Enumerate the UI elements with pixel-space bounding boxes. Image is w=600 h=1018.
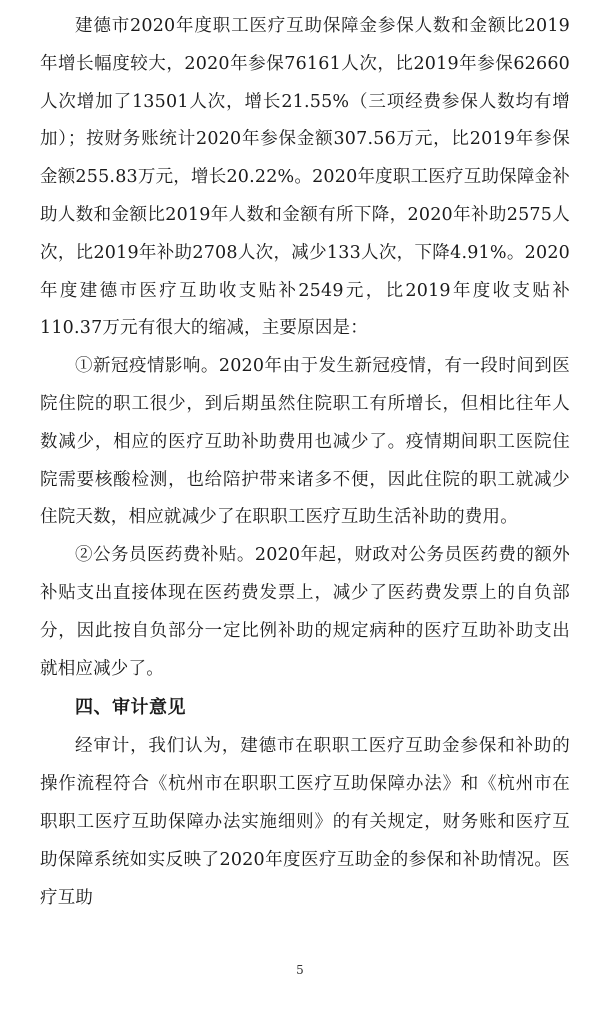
paragraph-statistics: 建德市2020年度职工医疗互助保障金参保人数和金额比2019年增长幅度较大，2020年参保76161人次，比2019年参保62660人次增加了13501人次，增长21.55%（三项经费参保人数均有增加）；按财务账统计2020年参保金额307.56万元，比2019年参保金额255.83万元，增长20.22%。2020年度职工医疗互助保障金补助人数和金额比2019年人数和金额有所下降，2020年补助2575人次，比2019年补助2708人次，减少133人次，下降4.91%。2020年度建德市医疗互助收支贴补2549元，比2019年度收支贴补110.37万元有很大的缩减，主要原因是： xyxy=(40,16,570,339)
document-page xyxy=(40,8,570,917)
paragraph-reason-subsidy: ②公务员医药费补贴。2020年起，财政对公务员医药费的额外补贴支出直接体现在医药费发票上，减少了医药费发票上的自负部分，因此按自负部分一定比例补助的规定病种的医疗互助补助支出就相应减少了。 xyxy=(40,545,570,679)
paragraph-reason-covid: ①新冠疫情影响。2020年由于发生新冠疫情，有一段时间到医院住院的职工很少，到后期虽然住院职工有所增长，但相比往年人数减少，相应的医疗互助补助费用也减少了。疫情期间职工医院住院需要核酸检测，也给陪护带来诸多不便，因此住院的职工就减少住院天数，相应就减少了在职职工医疗互助生活补助的费用。 xyxy=(40,356,570,528)
paragraph-audit-opinion: 经审计，我们认为，建德市在职职工医疗互助金参保和补助的操作流程符合《杭州市在职职工医疗互助保障办法》和《杭州市在职职工医疗互助保障办法实施细则》的有关规定，财务账和医疗互助保障系统如实反映了2020年度医疗互助金的参保和补助情况。医疗互助 xyxy=(40,736,570,908)
section-heading-audit-opinion: 四、审计意见 xyxy=(75,697,186,719)
page-number: 5 xyxy=(296,963,304,977)
